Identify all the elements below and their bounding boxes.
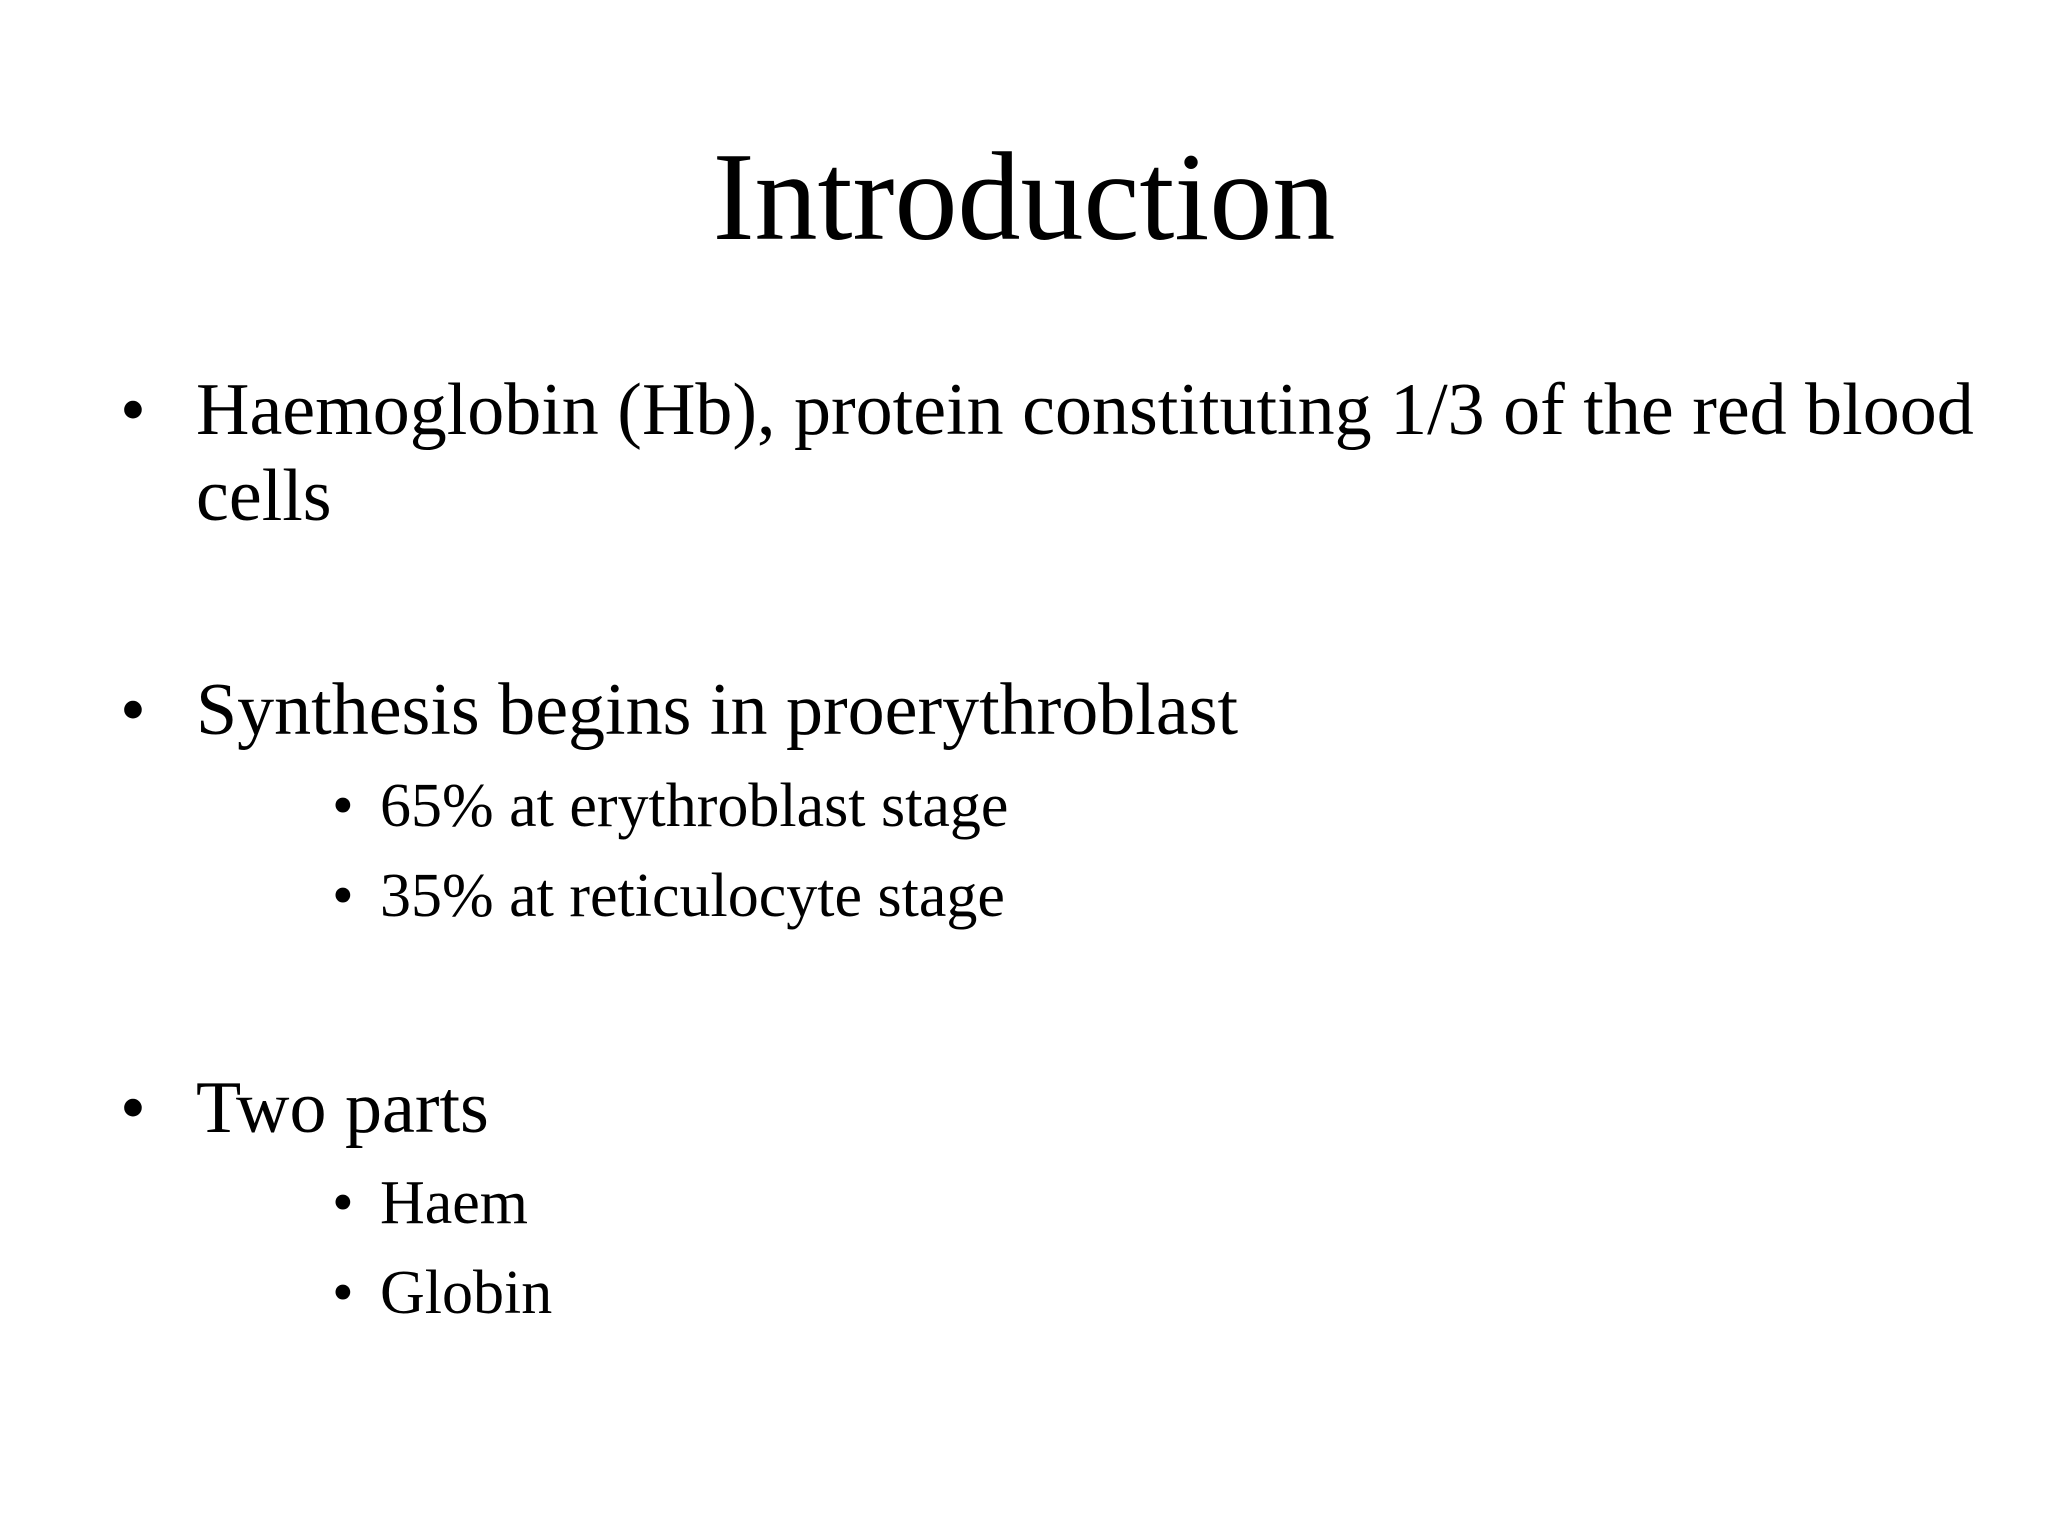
sub-bullet-text: Haem xyxy=(380,1169,529,1237)
bullet-text: Synthesis begins in proerythroblast xyxy=(196,669,1239,751)
sub-bullet-text: 35% at reticulocyte stage xyxy=(380,862,1005,930)
bullet-marker: • xyxy=(120,669,146,751)
sub-bullet-text: 65% at erythroblast stage xyxy=(380,772,1009,840)
sub-bullet-text: Globin xyxy=(380,1259,553,1327)
bullet-marker: • xyxy=(120,369,146,451)
sub-bullet-marker: • xyxy=(332,1259,354,1327)
bullet-text: Two parts xyxy=(196,1067,489,1149)
sub-bullet-marker: • xyxy=(332,772,354,840)
sub-bullet-marker: • xyxy=(332,1169,354,1237)
sub-bullet-marker: • xyxy=(332,862,354,930)
slide-title: Introduction xyxy=(712,128,1336,267)
bullet-marker: • xyxy=(120,1067,146,1149)
bullet-text: Haemoglobin (Hb), protein constituting 1/3 of the red blood cells xyxy=(196,369,1974,537)
